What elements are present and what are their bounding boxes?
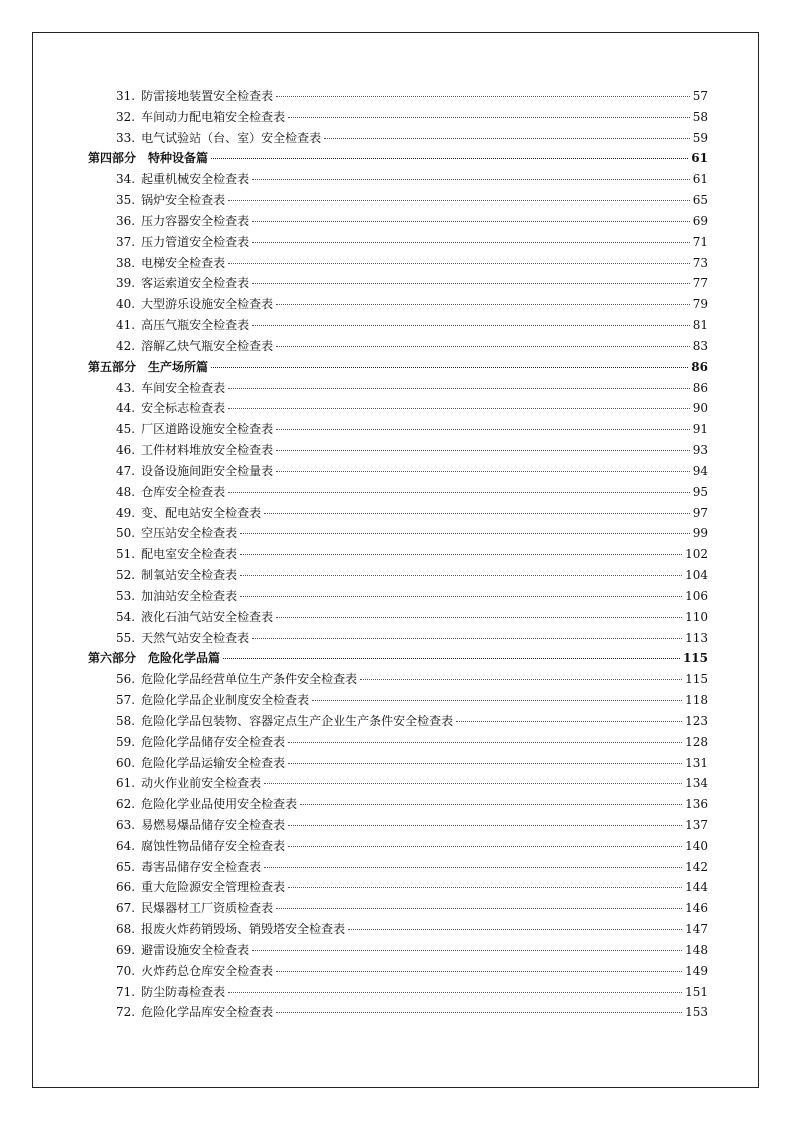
toc-entry-number: 69. [116, 942, 136, 957]
toc-entry-title: 天然气站安全检查表 [141, 630, 250, 645]
toc-page-number: 147 [685, 922, 708, 937]
toc-page-number: 140 [685, 838, 708, 853]
toc-entry-number: 49. [116, 505, 136, 520]
toc-entry[interactable] [88, 211, 708, 232]
toc-page-number: 95 [692, 484, 708, 499]
toc-part-heading[interactable] [88, 648, 708, 669]
toc-page-number: 57 [692, 89, 708, 103]
toc-page-number: 86 [691, 359, 708, 374]
toc-dot-leader [240, 575, 682, 576]
toc-entry-title: 电梯安全检查表 [141, 255, 226, 270]
toc-entry-number: 31. [116, 89, 136, 103]
toc-entry-number: 39. [116, 276, 136, 291]
toc-entry-title: 起重机械安全检查表 [141, 172, 250, 187]
toc-entry-title: 压力容器安全检查表 [141, 213, 250, 228]
toc-page-number: 65 [692, 193, 708, 208]
toc-dot-leader [228, 388, 690, 389]
toc-dot-leader [276, 617, 682, 618]
toc-entry-number: 41. [116, 318, 136, 333]
toc-entry[interactable] [88, 107, 708, 128]
toc-dot-leader [252, 638, 682, 639]
toc-entry-number: 第六部分 [88, 651, 137, 666]
toc-entry[interactable] [88, 982, 708, 1003]
toc-page-number: 128 [685, 734, 708, 749]
toc-entry-title: 电气试验站（台、室）安全检查表 [141, 130, 322, 145]
toc-entry-title: 制氧站安全检查表 [141, 568, 238, 583]
toc-page-number: 73 [692, 255, 708, 270]
toc-entry-number: 48. [116, 484, 136, 499]
toc-entry-number: 68. [116, 922, 136, 937]
toc-part-heading[interactable] [88, 357, 708, 378]
toc-dot-leader [228, 263, 690, 264]
toc-entry[interactable] [88, 565, 708, 586]
toc-entry-title: 设备设施间距安全检量表 [141, 463, 274, 478]
toc-entry[interactable] [88, 440, 708, 461]
toc-entry-number: 59. [116, 734, 136, 749]
toc-part-heading[interactable] [88, 148, 708, 169]
toc-dot-leader [456, 721, 682, 722]
toc-entry[interactable] [88, 961, 708, 982]
toc-entry[interactable] [88, 919, 708, 940]
toc-dot-leader [252, 242, 690, 243]
toc-entry-title: 危险化学品企业制度安全检查表 [141, 693, 310, 708]
toc-entry-number: 60. [116, 755, 136, 770]
toc-entry-number: 67. [116, 901, 136, 916]
toc-page-number: 149 [685, 963, 708, 978]
toc-dot-leader [360, 679, 682, 680]
toc-dot-leader [228, 492, 690, 493]
toc-entry-number: 38. [116, 255, 136, 270]
toc-page-number: 148 [685, 942, 708, 957]
toc-entry-number: 37. [116, 234, 136, 249]
toc-dot-leader [252, 950, 682, 951]
toc-dot-leader [300, 804, 682, 805]
toc-dot-leader [276, 96, 690, 97]
toc-entry-title: 高压气瓶安全检查表 [141, 318, 250, 333]
toc-entry-number: 66. [116, 880, 136, 895]
toc-page-number: 142 [685, 859, 708, 874]
toc-dot-leader [288, 117, 690, 118]
toc-dot-leader [264, 867, 682, 868]
toc-entry[interactable] [88, 877, 708, 898]
toc-page-number: 102 [685, 547, 708, 562]
toc-entry-number: 71. [116, 984, 136, 999]
toc-entry-number: 45. [116, 422, 136, 437]
toc-entry-title: 加油站安全检查表 [141, 588, 238, 603]
toc-entry-title: 客运索道安全检查表 [141, 276, 250, 291]
toc-dot-leader [276, 1012, 682, 1013]
toc-entry-number: 54. [116, 609, 136, 624]
toc-entry[interactable] [88, 669, 708, 690]
toc-entry-title: 危险化学品包装物、容器定点生产企业生产条件安全检查表 [141, 713, 454, 728]
toc-page-number: 113 [685, 630, 708, 645]
toc-entry-title: 危险化学品储存安全检查表 [141, 734, 286, 749]
toc-entry[interactable] [88, 190, 708, 211]
toc-page-number: 99 [692, 526, 708, 541]
toc-entry[interactable] [88, 773, 708, 794]
toc-entry[interactable] [88, 419, 708, 440]
toc-entry-number: 32. [116, 109, 136, 124]
toc-entry-number: 56. [116, 672, 136, 687]
toc-entry[interactable] [88, 294, 708, 315]
toc-entry-title: 危险化学品篇 [148, 651, 221, 666]
toc-entry-number: 33. [116, 130, 136, 145]
toc-entry-number: 第五部分 [88, 359, 137, 374]
toc-dot-leader [276, 908, 682, 909]
toc-page-number: 94 [692, 463, 708, 478]
toc-entry[interactable] [88, 482, 708, 503]
toc-entry[interactable] [88, 857, 708, 878]
toc-entry-title: 毒害品储存安全检查表 [141, 859, 262, 874]
toc-entry-number: 52. [116, 568, 136, 583]
toc-page-number: 151 [685, 984, 708, 999]
toc-entry-number: 64. [116, 838, 136, 853]
toc-entry[interactable] [88, 461, 708, 482]
toc-entry[interactable] [88, 732, 708, 753]
toc-entry-title: 生产场所篇 [148, 359, 209, 374]
toc-dot-leader [228, 992, 682, 993]
toc-entry-title: 仓库安全检查表 [141, 484, 226, 499]
toc-entry-number: 72. [116, 1005, 136, 1020]
toc-dot-leader [228, 200, 690, 201]
toc-entry-number: 63. [116, 817, 136, 832]
toc-dot-leader [252, 179, 690, 180]
toc-entry[interactable] [88, 836, 708, 857]
toc-entry[interactable] [88, 128, 708, 149]
toc-entry-title: 大型游乐设施安全检查表 [141, 297, 274, 312]
toc-entry[interactable] [88, 753, 708, 774]
toc-dot-leader [252, 325, 690, 326]
toc-entry[interactable] [88, 586, 708, 607]
toc-entry[interactable] [88, 336, 708, 357]
toc-entry[interactable] [88, 232, 708, 253]
toc-entry[interactable] [88, 815, 708, 836]
toc-entry-title: 车间安全检查表 [141, 380, 226, 395]
toc-dot-leader [288, 887, 682, 888]
toc-dot-leader [276, 304, 690, 305]
toc-page-number: 146 [685, 901, 708, 916]
toc-dot-leader [252, 221, 690, 222]
toc-entry[interactable] [88, 169, 708, 190]
toc-entry-title: 防尘防毒检查表 [141, 984, 226, 999]
toc-entry-number: 58. [116, 713, 136, 728]
toc-entry[interactable] [88, 607, 708, 628]
toc-entry-title: 动火作业前安全检查表 [141, 776, 262, 791]
toc-page-number: 71 [692, 234, 708, 249]
toc-entry-title: 危险化学品运输安全检查表 [141, 755, 286, 770]
toc-entry[interactable] [88, 544, 708, 565]
toc-entry-number: 51. [116, 547, 136, 562]
toc-entry-title: 安全标志检查表 [141, 401, 226, 416]
toc-dot-leader [276, 971, 682, 972]
toc-dot-leader [276, 346, 690, 347]
toc-page-number: 106 [685, 588, 708, 603]
toc-entry[interactable] [88, 711, 708, 732]
toc-entry-title: 变、配电站安全检查表 [141, 505, 262, 520]
toc-page-number: 144 [685, 880, 708, 895]
toc-dot-leader [240, 596, 682, 597]
toc-dot-leader [252, 283, 690, 284]
toc-page-number: 104 [685, 568, 708, 583]
toc-entry-title: 锅炉安全检查表 [141, 193, 226, 208]
toc-page-number: 59 [692, 130, 708, 145]
toc-dot-leader [276, 471, 690, 472]
toc-entry-title: 重大危险源安全管理检查表 [141, 880, 286, 895]
toc-entry-title: 车间动力配电箱安全检查表 [141, 109, 286, 124]
toc-entry-number: 第四部分 [88, 151, 137, 166]
toc-entry-title: 危险化学品经营单位生产条件安全检查表 [141, 672, 358, 687]
toc-entry-number: 44. [116, 401, 136, 416]
toc-entry-title: 空压站安全检查表 [141, 526, 238, 541]
toc-entry-title: 工件材料堆放安全检查表 [141, 443, 274, 458]
toc-page-number: 93 [692, 443, 708, 458]
toc-dot-leader [312, 700, 682, 701]
toc-page-number: 115 [682, 651, 708, 666]
toc-entry-title: 易燃易爆品储存安全检查表 [141, 817, 286, 832]
toc-page-number: 137 [685, 817, 708, 832]
toc-entry-title: 危险化学品库安全检查表 [141, 1005, 274, 1020]
toc-entry[interactable] [88, 86, 708, 107]
toc-entry-title: 腐蚀性物品储存安全检查表 [141, 838, 286, 853]
toc-page-number: 61 [691, 151, 708, 166]
toc-entry-title: 液化石油气站安全检查表 [141, 609, 274, 624]
toc-dot-leader [211, 367, 688, 368]
toc-page-number: 123 [685, 713, 708, 728]
toc-dot-leader [288, 825, 682, 826]
table-of-contents [88, 86, 708, 1023]
toc-page-number: 77 [692, 276, 708, 291]
toc-page-number: 153 [685, 1005, 708, 1020]
toc-entry-title: 溶解乙炔气瓶安全检查表 [141, 338, 274, 353]
toc-entry[interactable] [88, 940, 708, 961]
toc-entry-number: 55. [116, 630, 136, 645]
toc-entry-number: 43. [116, 380, 136, 395]
toc-dot-leader [324, 138, 690, 139]
toc-entry[interactable] [88, 690, 708, 711]
toc-page-number: 118 [685, 693, 708, 708]
toc-entry-number: 62. [116, 797, 136, 812]
toc-page-number: 90 [692, 401, 708, 416]
toc-dot-leader [348, 929, 682, 930]
toc-entry[interactable] [88, 1002, 708, 1023]
toc-entry-number: 53. [116, 588, 136, 603]
toc-entry-number: 57. [116, 693, 136, 708]
toc-page-number: 83 [692, 338, 708, 353]
toc-entry-number: 40. [116, 297, 136, 312]
toc-page-number: 97 [692, 505, 708, 520]
toc-entry-title: 厂区道路设施安全检查表 [141, 422, 274, 437]
toc-entry-title: 配电室安全检查表 [141, 547, 238, 562]
toc-page-number: 110 [685, 609, 708, 624]
toc-page-number: 69 [692, 213, 708, 228]
toc-dot-leader [276, 450, 690, 451]
toc-entry[interactable] [88, 628, 708, 649]
toc-entry-title: 民爆器材工厂资质检查表 [141, 901, 274, 916]
toc-page-number: 81 [692, 318, 708, 333]
toc-dot-leader [228, 408, 690, 409]
toc-entry-number: 36. [116, 213, 136, 228]
toc-entry-number: 35. [116, 193, 136, 208]
toc-dot-leader [240, 533, 690, 534]
toc-entry-number: 47. [116, 463, 136, 478]
toc-dot-leader [288, 846, 682, 847]
toc-entry-title: 避雷设施安全检查表 [141, 942, 250, 957]
toc-page-number: 131 [685, 755, 708, 770]
toc-entry[interactable] [88, 398, 708, 419]
toc-dot-leader [223, 658, 680, 659]
toc-page-number: 136 [685, 797, 708, 812]
toc-entry-number: 70. [116, 963, 136, 978]
toc-entry-number: 50. [116, 526, 136, 541]
toc-page-number: 58 [692, 109, 708, 124]
toc-entry-title: 压力管道安全检查表 [141, 234, 250, 249]
toc-entry-number: 46. [116, 443, 136, 458]
toc-entry[interactable] [88, 503, 708, 524]
toc-page-number: 79 [692, 297, 708, 312]
toc-dot-leader [288, 763, 682, 764]
toc-dot-leader [211, 158, 688, 159]
toc-entry-title: 防雷接地装置安全检查表 [141, 89, 274, 103]
toc-page-number: 61 [692, 172, 708, 187]
toc-dot-leader [240, 554, 682, 555]
toc-page-number: 115 [685, 672, 708, 687]
toc-dot-leader [264, 513, 690, 514]
toc-entry-title: 报废火炸药销毁场、销毁塔安全检查表 [141, 922, 346, 937]
toc-entry-number: 34. [116, 172, 136, 187]
toc-entry-number: 61. [116, 776, 136, 791]
toc-entry[interactable] [88, 315, 708, 336]
toc-page-number: 134 [685, 776, 708, 791]
toc-entry[interactable] [88, 378, 708, 399]
toc-dot-leader [276, 429, 690, 430]
toc-page-number: 91 [692, 422, 708, 437]
toc-page-number: 86 [692, 380, 708, 395]
toc-entry[interactable] [88, 794, 708, 815]
toc-entry-title: 特种设备篇 [148, 151, 209, 166]
toc-entry-number: 65. [116, 859, 136, 874]
toc-dot-leader [288, 742, 682, 743]
toc-entry[interactable] [88, 273, 708, 294]
toc-entry-title: 危险化学业品使用安全检查表 [141, 797, 298, 812]
toc-entry[interactable] [88, 253, 708, 274]
toc-dot-leader [264, 783, 682, 784]
toc-entry-number: 42. [116, 338, 136, 353]
toc-entry[interactable] [88, 898, 708, 919]
toc-entry[interactable] [88, 523, 708, 544]
toc-entry-title: 火炸药总仓库安全检查表 [141, 963, 274, 978]
